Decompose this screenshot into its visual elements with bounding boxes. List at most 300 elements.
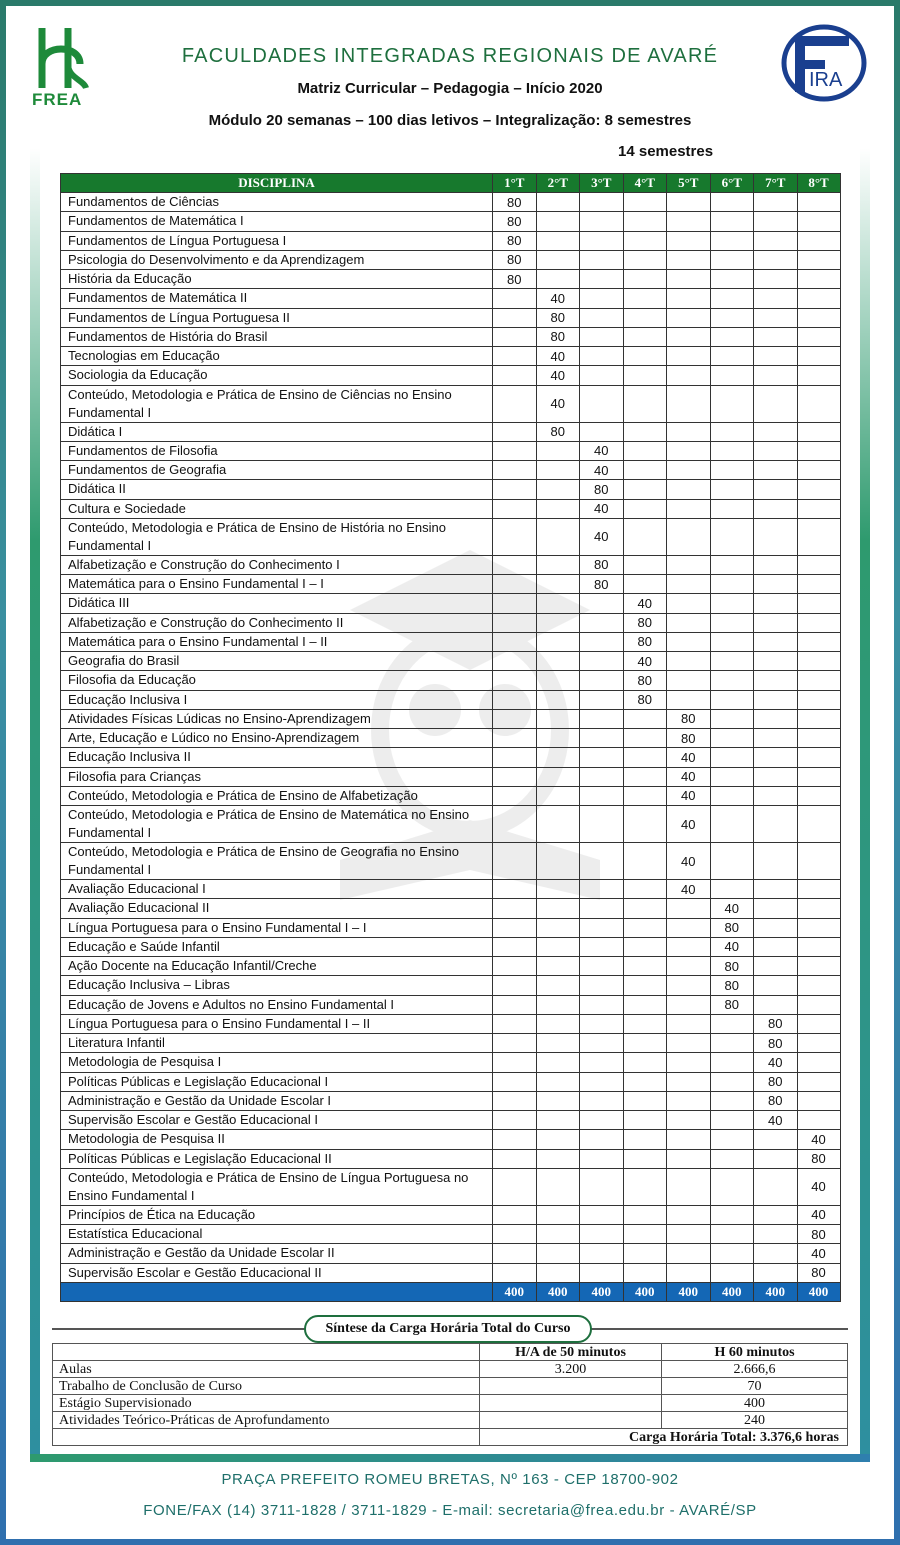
table-row: [61, 1111, 841, 1130]
empty-cell: [493, 441, 537, 460]
hours-cell: 40: [623, 652, 667, 671]
empty-cell: [710, 748, 754, 767]
table-row: [61, 976, 841, 995]
empty-cell: [754, 899, 798, 918]
table-row: [61, 652, 841, 671]
table-row: [61, 671, 841, 690]
empty-cell: [580, 1072, 624, 1091]
empty-cell: [797, 289, 840, 308]
empty-cell: [536, 1225, 580, 1244]
discipline-name: Educação Inclusiva – Libras: [61, 976, 493, 995]
discipline-name: Geografia do Brasil: [61, 652, 493, 671]
table-row: [61, 1205, 841, 1224]
empty-cell: [536, 843, 580, 880]
empty-cell: [623, 1072, 667, 1091]
empty-cell: [536, 594, 580, 613]
table-row: [61, 366, 841, 385]
empty-cell: [536, 441, 580, 460]
hours-cell: 80: [580, 575, 624, 594]
empty-cell: [754, 806, 798, 843]
empty-cell: [623, 899, 667, 918]
hours-cell: 80: [623, 632, 667, 651]
discipline-name: Ação Docente na Educação Infantil/Creche: [61, 957, 493, 976]
empty-cell: [536, 786, 580, 805]
empty-cell: [493, 1149, 537, 1168]
empty-cell: [536, 270, 580, 289]
discipline-name: Alfabetização e Construção do Conhecimento I: [61, 555, 493, 574]
empty-cell: [580, 690, 624, 709]
table-row: [61, 1072, 841, 1091]
hours-cell: 80: [493, 212, 537, 231]
empty-cell: [536, 632, 580, 651]
empty-cell: [667, 671, 711, 690]
discipline-name: Educação de Jovens e Adultos no Ensino Fundamental I: [61, 995, 493, 1014]
table-row: [61, 957, 841, 976]
discipline-name: Conteúdo, Metodologia e Prática de Ensino de Ciências no Ensino Fundamental I: [61, 385, 493, 422]
hours-cell: 80: [710, 918, 754, 937]
empty-cell: [580, 327, 624, 346]
hours-cell: 80: [710, 976, 754, 995]
empty-cell: [754, 786, 798, 805]
empty-cell: [797, 212, 840, 231]
empty-cell: [580, 1168, 624, 1205]
empty-cell: [754, 575, 798, 594]
empty-cell: [797, 347, 840, 366]
table-row: [61, 193, 841, 212]
empty-cell: [754, 270, 798, 289]
summary-total-row: [53, 1429, 848, 1446]
empty-cell: [580, 1091, 624, 1110]
empty-cell: [667, 385, 711, 422]
empty-cell: [623, 250, 667, 269]
empty-cell: [797, 652, 840, 671]
empty-cell: [493, 613, 537, 632]
empty-cell: [493, 1263, 537, 1282]
empty-cell: [667, 422, 711, 441]
summary-header-h: H 60 minutos: [662, 1344, 848, 1361]
empty-cell: [754, 518, 798, 555]
empty-cell: [623, 1149, 667, 1168]
empty-cell: [667, 1053, 711, 1072]
table-row: [61, 308, 841, 327]
empty-cell: [754, 937, 798, 956]
empty-cell: [580, 786, 624, 805]
empty-cell: [754, 499, 798, 518]
empty-cell: [667, 270, 711, 289]
empty-cell: [580, 652, 624, 671]
empty-cell: [667, 1168, 711, 1205]
discipline-name: História da Educação: [61, 270, 493, 289]
hours-cell: 40: [754, 1053, 798, 1072]
empty-cell: [710, 385, 754, 422]
table-row: [61, 480, 841, 499]
empty-cell: [710, 880, 754, 899]
hours-cell: 80: [580, 555, 624, 574]
empty-cell: [754, 250, 798, 269]
column-header-term: 7°T: [754, 174, 798, 193]
empty-cell: [710, 575, 754, 594]
empty-cell: [493, 461, 537, 480]
empty-cell: [493, 422, 537, 441]
hours-cell: 40: [667, 806, 711, 843]
discipline-name: Didática I: [61, 422, 493, 441]
empty-cell: [710, 422, 754, 441]
empty-cell: [580, 632, 624, 651]
table-row: [61, 441, 841, 460]
empty-cell: [536, 1168, 580, 1205]
empty-cell: [623, 480, 667, 499]
empty-cell: [536, 555, 580, 574]
table-row: [61, 918, 841, 937]
hours-cell: 80: [536, 308, 580, 327]
empty-cell: [710, 308, 754, 327]
table-row: [61, 843, 841, 880]
empty-cell: [667, 366, 711, 385]
empty-cell: [797, 613, 840, 632]
term-total: 400: [797, 1282, 840, 1301]
summary-ha-value: [480, 1412, 662, 1429]
empty-cell: [536, 918, 580, 937]
empty-cell: [754, 366, 798, 385]
table-row: [61, 555, 841, 574]
empty-cell: [754, 308, 798, 327]
hours-cell: 80: [797, 1263, 840, 1282]
summary-header-row: [53, 1344, 848, 1361]
discipline-name: Alfabetização e Construção do Conhecimento II: [61, 613, 493, 632]
empty-cell: [580, 308, 624, 327]
table-row: [61, 1149, 841, 1168]
table-header-row: [61, 174, 841, 193]
column-header-term: 2°T: [536, 174, 580, 193]
empty-cell: [493, 1244, 537, 1263]
hours-cell: 40: [797, 1130, 840, 1149]
empty-cell: [623, 786, 667, 805]
table-row: [61, 806, 841, 843]
empty-cell: [754, 480, 798, 499]
empty-cell: [754, 613, 798, 632]
hours-cell: 80: [623, 613, 667, 632]
term-total: 400: [667, 1282, 711, 1301]
table-row: [61, 690, 841, 709]
empty-cell: [536, 806, 580, 843]
hours-cell: 40: [797, 1168, 840, 1205]
summary-h-value: 240: [662, 1412, 848, 1429]
table-row: [61, 767, 841, 786]
summary-row: [53, 1378, 848, 1395]
empty-cell: [493, 518, 537, 555]
empty-cell: [710, 289, 754, 308]
empty-cell: [710, 461, 754, 480]
table-row: [61, 385, 841, 422]
empty-cell: [580, 806, 624, 843]
empty-cell: [623, 385, 667, 422]
table-row: [61, 327, 841, 346]
discipline-name: Administração e Gestão da Unidade Escolar II: [61, 1244, 493, 1263]
discipline-name: Políticas Públicas e Legislação Educacional I: [61, 1072, 493, 1091]
empty-cell: [754, 441, 798, 460]
term-total: 400: [493, 1282, 537, 1301]
empty-cell: [797, 461, 840, 480]
empty-cell: [710, 709, 754, 728]
empty-cell: [710, 594, 754, 613]
empty-cell: [623, 995, 667, 1014]
discipline-name: Políticas Públicas e Legislação Educacional II: [61, 1149, 493, 1168]
empty-cell: [580, 1111, 624, 1130]
empty-cell: [623, 575, 667, 594]
footer-contact: FONE/FAX (14) 3711-1828 / 3711-1829 - E-mail: secretaria@frea.edu.br - AVARÉ/SP: [143, 1502, 757, 1519]
empty-cell: [580, 843, 624, 880]
empty-cell: [667, 1091, 711, 1110]
totals-row: [61, 1282, 841, 1301]
empty-cell: [536, 767, 580, 786]
empty-cell: [710, 652, 754, 671]
empty-cell: [623, 461, 667, 480]
table-row: [61, 729, 841, 748]
empty-cell: [493, 709, 537, 728]
empty-cell: [797, 422, 840, 441]
table-row: [61, 250, 841, 269]
hours-cell: 80: [493, 231, 537, 250]
empty-cell: [623, 1244, 667, 1263]
discipline-name: Fundamentos de História do Brasil: [61, 327, 493, 346]
empty-cell: [710, 1244, 754, 1263]
hours-cell: 40: [754, 1111, 798, 1130]
empty-cell: [623, 937, 667, 956]
empty-cell: [493, 1130, 537, 1149]
column-header-term: 6°T: [710, 174, 754, 193]
discipline-name: Arte, Educação e Lúdico no Ensino-Aprendizagem: [61, 729, 493, 748]
empty-cell: [536, 613, 580, 632]
discipline-name: Fundamentos de Filosofia: [61, 441, 493, 460]
empty-cell: [493, 786, 537, 805]
empty-cell: [623, 957, 667, 976]
empty-cell: [710, 1091, 754, 1110]
empty-cell: [580, 270, 624, 289]
table-row: [61, 1014, 841, 1033]
empty-cell: [710, 729, 754, 748]
discipline-name: Educação Inclusiva I: [61, 690, 493, 709]
empty-cell: [623, 270, 667, 289]
empty-cell: [710, 555, 754, 574]
table-row: [61, 518, 841, 555]
empty-cell: [536, 957, 580, 976]
empty-cell: [797, 270, 840, 289]
summary-header-empty: [53, 1344, 480, 1361]
discipline-name: Avaliação Educacional II: [61, 899, 493, 918]
discipline-name: Fundamentos de Língua Portuguesa I: [61, 231, 493, 250]
table-row: [61, 880, 841, 899]
empty-cell: [580, 767, 624, 786]
empty-cell: [536, 729, 580, 748]
empty-cell: [493, 918, 537, 937]
column-header-discipline: DISCIPLINA: [61, 174, 493, 193]
empty-cell: [536, 480, 580, 499]
empty-cell: [667, 308, 711, 327]
empty-cell: [536, 937, 580, 956]
empty-cell: [710, 250, 754, 269]
hours-cell: 80: [754, 1072, 798, 1091]
empty-cell: [623, 289, 667, 308]
empty-cell: [754, 1205, 798, 1224]
empty-cell: [493, 767, 537, 786]
empty-cell: [580, 1263, 624, 1282]
hours-cell: 80: [493, 250, 537, 269]
decorative-frame-right: [860, 148, 870, 1458]
table-row: [61, 575, 841, 594]
empty-cell: [623, 1111, 667, 1130]
empty-cell: [667, 632, 711, 651]
empty-cell: [797, 250, 840, 269]
empty-cell: [797, 385, 840, 422]
empty-cell: [710, 1111, 754, 1130]
empty-cell: [797, 231, 840, 250]
term-total: 400: [623, 1282, 667, 1301]
empty-cell: [623, 918, 667, 937]
discipline-name: Língua Portuguesa para o Ensino Fundamental I – II: [61, 1014, 493, 1033]
empty-cell: [754, 690, 798, 709]
hours-cell: 40: [536, 347, 580, 366]
empty-cell: [667, 327, 711, 346]
empty-cell: [493, 1205, 537, 1224]
empty-cell: [493, 937, 537, 956]
empty-cell: [667, 613, 711, 632]
empty-cell: [754, 709, 798, 728]
empty-cell: [797, 1091, 840, 1110]
hours-cell: 80: [667, 709, 711, 728]
empty-cell: [580, 594, 624, 613]
empty-cell: [493, 1168, 537, 1205]
hours-cell: 40: [710, 937, 754, 956]
empty-cell: [667, 555, 711, 574]
empty-cell: [710, 1130, 754, 1149]
empty-cell: [710, 806, 754, 843]
empty-cell: [710, 632, 754, 651]
discipline-name: Fundamentos de Matemática I: [61, 212, 493, 231]
empty-cell: [667, 575, 711, 594]
empty-cell: [710, 193, 754, 212]
empty-cell: [623, 499, 667, 518]
empty-cell: [754, 422, 798, 441]
empty-cell: [797, 767, 840, 786]
empty-cell: [667, 918, 711, 937]
summary-label: Estágio Supervisionado: [53, 1395, 480, 1412]
discipline-name: Conteúdo, Metodologia e Prática de Ensino de Matemática no Ensino Fundamental I: [61, 806, 493, 843]
empty-cell: [710, 499, 754, 518]
hours-cell: 40: [580, 461, 624, 480]
empty-cell: [493, 632, 537, 651]
discipline-name: Metodologia de Pesquisa II: [61, 1130, 493, 1149]
empty-cell: [710, 1225, 754, 1244]
table-row: [61, 995, 841, 1014]
hours-cell: 40: [667, 767, 711, 786]
empty-cell: [754, 327, 798, 346]
hours-cell: 80: [536, 327, 580, 346]
table-row: [61, 270, 841, 289]
totals-label-cell: [61, 1282, 493, 1301]
empty-cell: [710, 1014, 754, 1033]
discipline-name: Supervisão Escolar e Gestão Educacional I: [61, 1111, 493, 1130]
empty-cell: [493, 1014, 537, 1033]
empty-cell: [710, 441, 754, 460]
empty-cell: [493, 1111, 537, 1130]
empty-cell: [754, 231, 798, 250]
discipline-name: Supervisão Escolar e Gestão Educacional II: [61, 1263, 493, 1282]
empty-cell: [667, 499, 711, 518]
hours-cell: 80: [754, 1014, 798, 1033]
empty-cell: [710, 347, 754, 366]
table-row: [61, 1263, 841, 1282]
empty-cell: [580, 899, 624, 918]
empty-cell: [710, 690, 754, 709]
empty-cell: [710, 1263, 754, 1282]
empty-cell: [797, 193, 840, 212]
empty-cell: [667, 899, 711, 918]
hours-cell: 80: [580, 480, 624, 499]
empty-cell: [667, 250, 711, 269]
discipline-name: Conteúdo, Metodologia e Prática de Ensino de Geografia no Ensino Fundamental I: [61, 843, 493, 880]
hours-cell: 80: [797, 1149, 840, 1168]
empty-cell: [623, 1053, 667, 1072]
empty-cell: [493, 899, 537, 918]
empty-cell: [710, 1205, 754, 1224]
empty-cell: [754, 461, 798, 480]
empty-cell: [667, 1111, 711, 1130]
table-row: [61, 1244, 841, 1263]
hours-cell: 40: [623, 594, 667, 613]
empty-cell: [797, 480, 840, 499]
empty-cell: [667, 461, 711, 480]
empty-cell: [580, 1205, 624, 1224]
empty-cell: [536, 880, 580, 899]
empty-cell: [710, 366, 754, 385]
empty-cell: [536, 995, 580, 1014]
empty-cell: [536, 518, 580, 555]
discipline-name: Avaliação Educacional I: [61, 880, 493, 899]
hours-cell: 40: [536, 289, 580, 308]
empty-cell: [667, 1014, 711, 1033]
summary-ha-value: [480, 1378, 662, 1395]
empty-cell: [493, 652, 537, 671]
empty-cell: [623, 212, 667, 231]
discipline-name: Filosofia para Crianças: [61, 767, 493, 786]
empty-cell: [623, 748, 667, 767]
hours-cell: 40: [667, 843, 711, 880]
empty-cell: [754, 212, 798, 231]
discipline-name: Psicologia do Desenvolvimento e da Aprendizagem: [61, 250, 493, 269]
empty-cell: [710, 327, 754, 346]
empty-cell: [493, 1053, 537, 1072]
empty-cell: [493, 327, 537, 346]
discipline-name: Cultura e Sociedade: [61, 499, 493, 518]
hours-cell: 40: [667, 880, 711, 899]
empty-cell: [536, 499, 580, 518]
empty-cell: [493, 671, 537, 690]
empty-cell: [797, 1014, 840, 1033]
empty-cell: [580, 613, 624, 632]
empty-cell: [623, 1168, 667, 1205]
hours-cell: 80: [623, 671, 667, 690]
empty-cell: [710, 786, 754, 805]
empty-cell: [667, 212, 711, 231]
empty-cell: [580, 231, 624, 250]
table-row: [61, 422, 841, 441]
empty-cell: [623, 555, 667, 574]
empty-cell: [623, 518, 667, 555]
hours-cell: 80: [667, 729, 711, 748]
empty-cell: [580, 880, 624, 899]
empty-cell: [797, 499, 840, 518]
empty-cell: [754, 632, 798, 651]
